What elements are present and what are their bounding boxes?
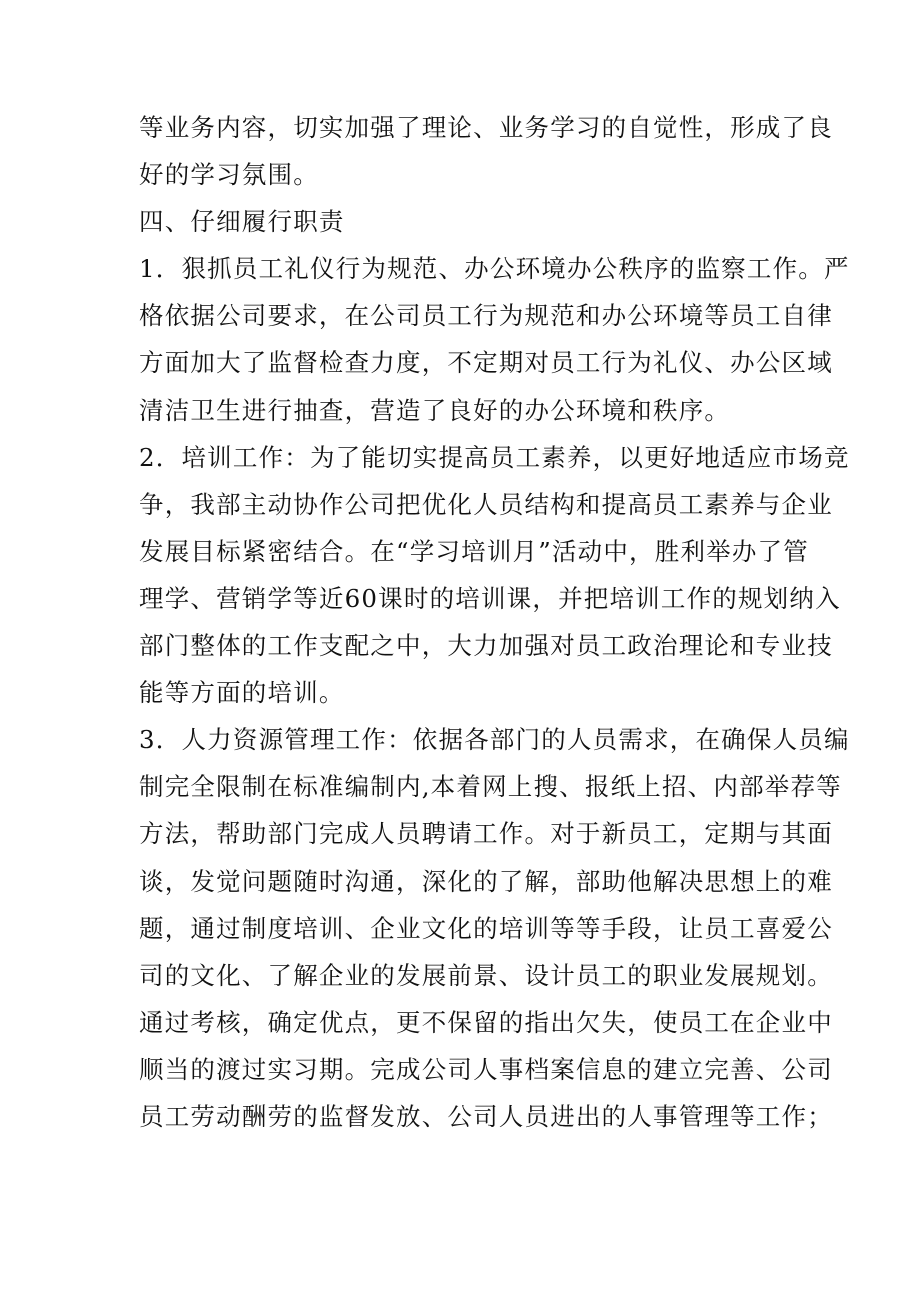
document-body [139, 104, 850, 1140]
text-line: 通过考核，确定优点，更不保留的指出欠失，使员工在企业中 [139, 1007, 833, 1037]
text-line: 方法，帮助部门完成人员聘请工作。对于新员工，定期与其面 [139, 819, 833, 849]
text-line: 3．人力资源管理工作：依据各部门的人员需求，在确保人员编 [139, 725, 850, 755]
section-heading: 四、仔细履行职责 [139, 207, 345, 237]
text-line: 司的文化、了解企业的发展前景、设计员工的职业发展规划。 [139, 960, 833, 990]
text-line: 等业务内容，切实加强了理论、业务学习的自觉性，形成了良 [139, 113, 833, 142]
text-line: 员工劳动酬劳的监督发放、公司人员进出的人事管理等工作； [139, 1101, 833, 1131]
text-line: 理学、营销学等近60课时的培训课，并把培训工作的规划纳入 [139, 583, 841, 613]
text-line: 清洁卫生进行抽查，营造了良好的办公环境和秩序。 [139, 395, 731, 425]
text-line: 发展目标紧密结合。在“学习培训月”活动中，胜利举办了管 [139, 536, 809, 566]
text-line: 争，我部主动协作公司把优化人员结构和提高员工素养与企业 [139, 489, 833, 519]
text-line: 2．培训工作：为了能切实提高员工素养，以更好地适应市场竞 [139, 442, 850, 472]
text-line: 格依据公司要求，在公司员工行为规范和办公环境等员工自律 [139, 301, 833, 331]
text-line: 方面加大了监督检查力度，不定期对员工行为礼仪、办公区域 [139, 348, 833, 378]
text-line: 1．狠抓员工礼仪行为规范、办公环境办公秩序的监察工作。严 [139, 254, 850, 284]
text-line: 题，通过制度培训、企业文化的培训等等手段，让员工喜爱公 [139, 913, 833, 943]
text-line: 部门整体的工作支配之中，大力加强对员工政治理论和专业技 [139, 631, 833, 661]
text-line: 好的学习氛围。 [139, 160, 319, 190]
text-line: 顺当的渡过实习期。完成公司人事档案信息的建立完善、公司 [139, 1054, 833, 1084]
text-line: 制完全限制在标准编制内,本着网上搜、报纸上招、内部举荐等 [139, 772, 842, 802]
text-line: 谈，发觉问题随时沟通，深化的了解，部助他解决思想上的难 [139, 866, 833, 896]
text-line: 能等方面的培训。 [139, 678, 345, 708]
